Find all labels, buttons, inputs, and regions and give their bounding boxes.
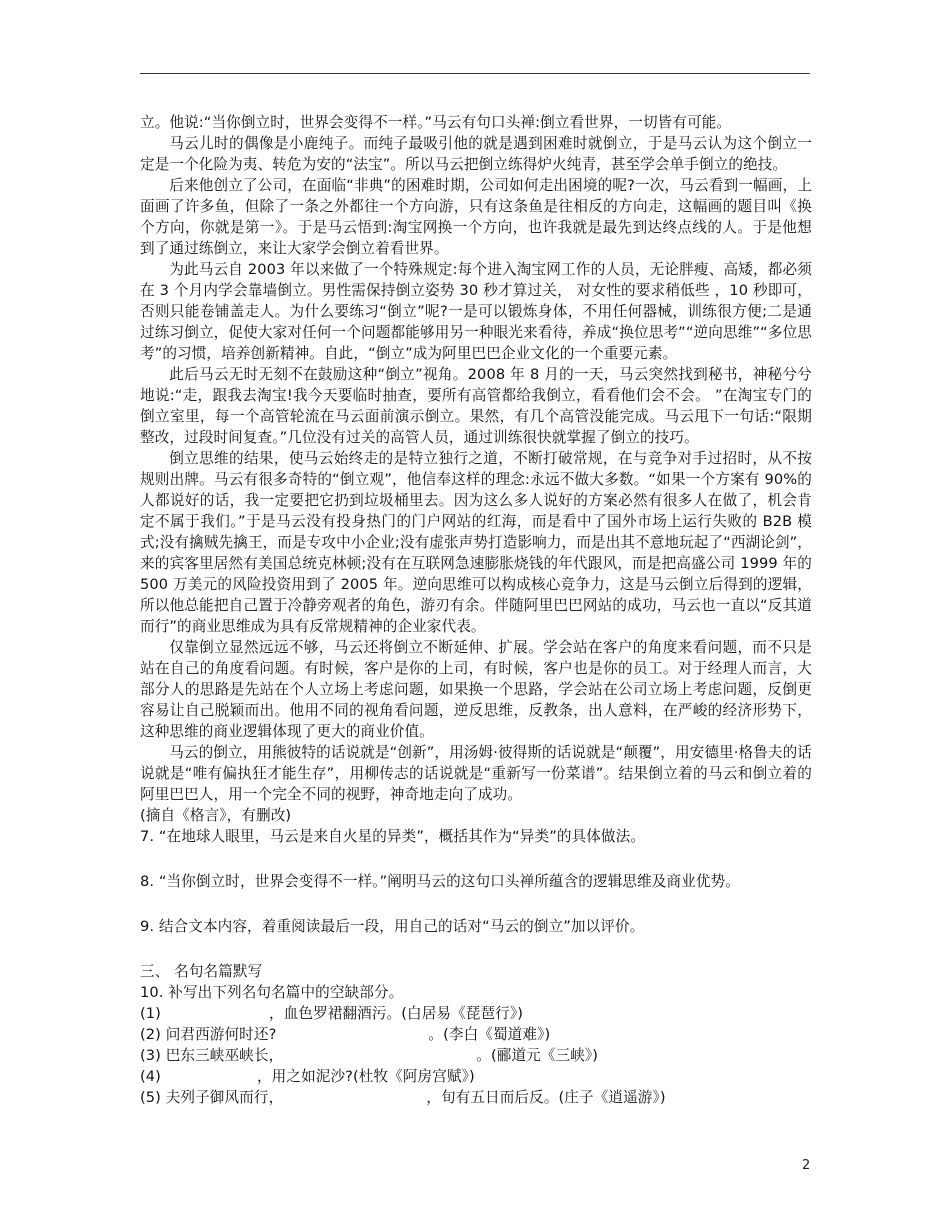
fill-item-1 <box>140 1003 812 1024</box>
fill-item-3 <box>140 1045 812 1066</box>
page-number: 2 <box>802 1158 811 1173</box>
fill-item-prefix: (1) <box>140 1005 161 1022</box>
paragraph: 为此马云自 2003 年以来做了一个特殊规定:每个进入淘宝网工作的人员，无论胖瘦、高矮，都必须在 3 个月内学会靠墙倒立。男性需保持倒立姿势 30 秒才算过关， 对女性的要求稍低些 ，10 秒即可，否则只能卷铺盖走人。为什么要练习“倒立”呢?一是可以锻炼身体，不用任何器械，训练很方便;二是通过练习倒立，促使大家对任何一个问题都能够用另一种眼光来看待，养成“换位思考”“逆向思维”“多位思考”的习惯，培养创新精神。自此，“倒立”成为阿里巴巴企业文化的一个重要元素。 <box>140 261 812 362</box>
fill-item-prefix: (5) 夫列子御风而行， <box>140 1089 284 1106</box>
question-7: 7. “在地球人眼里，马云是来自火星的异类”，概括其作为“异类”的具体做法。 <box>140 828 646 845</box>
fill-item-prefix: (3) 巴东三峡巫峡长， <box>140 1047 284 1064</box>
fill-item-2 <box>140 1024 812 1045</box>
fill-item-4 <box>140 1066 812 1087</box>
paragraph: 倒立思维的结果，使马云始终走的是特立独行之道，不断打破常规，在与竞争对手过招时，从不按规则出牌。马云有很多奇特的“倒立观”，他信奉这样的理念:永远不做大多数。“如果一个方案有 90%的人都说好的话，我一定要把它扔到垃圾桶里去。因为这么多人说好的方案必然有很多人在做了，机会肯定不属于我们。”于是马云没有投身热门的门户网站的红海，而是看中了国外市场上运行失败的 B2B 模式;没有擒贼先擒王，而是专攻中小企业;没有虚张声势打造影响力，而是出其不意地玩起了“西湖论剑”，来的宾客里居然有美国总统克林顿;没有在互联网急速膨胀烧钱的年代跟风，而是把高盛公司 1999 年的 500 万美元的风险投资用到了 2005 年。逆向思维可以构成核心竞争力，这是马云倒立后得到的逻辑，所以他总能把自己置于冷静旁观者的角色，游刃有余。伴随阿里巴巴网站的成功，马云也一直以“反其道而行”的商业思维成为具有反常规精神的企业家代表。 <box>140 450 812 635</box>
paragraph: 后来他创立了公司，在面临“非典”的困难时期，公司如何走出困境的呢?一次，马云看到一幅画，上面画了许多鱼，但除了一条之外都往一个方向游，只有这条鱼是往相反的方向走，这幅画的题目叫《换个方向，你就是第一》。于是马云悟到:淘宝网换一个方向，也许我就是最先到达终点线的人。于是他想到了通过练倒立，来让大家学会倒立着看世界。 <box>140 177 812 257</box>
paragraph: 此后马云无时无刻不在鼓励这种“倒立”视角。2008 年 8 月的一天，马云突然找到秘书，神秘兮兮地说:“走，跟我去淘宝!我今天要临时抽查，要所有高管都给我倒立，看看他们会不会。 ”在淘宝专门的倒立室里，每一个高管轮流在马云面前演示倒立。果然，有几个高管没能完成。马云甩下一句话:“限期整改，过段时间复查。”几位没有过关的高管人员，通过训练很快就掌握了倒立的技巧。 <box>140 366 812 446</box>
paragraph: 马云的倒立，用熊彼特的话说就是“创新”，用汤姆·彼得斯的话说就是“颠覆”，用安德里·格鲁夫的话说就是“唯有偏执狂才能生存”，用柳传志的话说就是“重新写一份菜谱”。结果倒立着的马云和倒立着的阿里巴巴人，用一个完全不同的视野，神奇地走向了成功。 <box>140 744 812 803</box>
fill-item-suffix: 。(郦道元《三峡》) <box>476 1047 599 1064</box>
fill-item-suffix: 。(李白《蜀道难》) <box>428 1026 551 1043</box>
section-heading: 三、 名句名篇默写 <box>140 963 263 980</box>
fill-item-prefix: (2) 问君西游何时还? <box>140 1026 277 1043</box>
question-10: 10. 补写出下列名句名篇中的空缺部分。 <box>140 984 404 1001</box>
fill-item-suffix: ，用之如泥沙?(杜牧《阿房宫赋》) <box>256 1068 475 1085</box>
fill-item-5 <box>140 1087 812 1108</box>
fill-item-suffix: ，血色罗裙翻酒污。(白居易《琵琶行》) <box>268 1005 524 1022</box>
source-note: (摘自《格言》，有删改) <box>140 807 292 824</box>
paragraph: 马云儿时的偶像是小鹿纯子。而纯子最吸引他的就是遇到困难时就倒立，于是马云认为这个倒立一定是一个化险为夷、转危为安的“法宝”。所以马云把倒立练得炉火纯青，甚至学会单手倒立的绝技。 <box>140 135 812 173</box>
question-8: 8. “当你倒立时，世界会变得不一样。”阐明马云的这句口头禅所蕴含的逻辑思维及商业优势。 <box>140 873 740 890</box>
article-body <box>140 112 812 1108</box>
fill-item-suffix: ，旬有五日而后反。(庄子《逍遥游》) <box>426 1089 666 1106</box>
header-rule <box>140 73 810 74</box>
paragraph: 仅靠倒立显然远远不够，马云还将倒立不断延伸、扩展。学会站在客户的角度来看问题，而不只是站在自己的角度看问题。有时候，客户是你的上司，有时候，客户也是你的员工。对于经理人而言，大部分人的思路是先站在个人立场上考虑问题，如果换一个思路，学会站在公司立场上考虑问题，反倒更容易让自己脱颖而出。他用不同的视角看问题，逆反思维，反教条，出人意料，在严峻的经济形势下，这种思维的商业逻辑体现了更大的商业价值。 <box>140 639 812 740</box>
question-9: 9. 结合文本内容，着重阅读最后一段，用自己的话对“马云的倒立”加以评价。 <box>140 918 645 935</box>
fill-item-prefix: (4) <box>140 1068 161 1085</box>
paragraph: 立。他说:“当你倒立时，世界会变得不一样。”马云有句口头禅:倒立看世界，一切皆有可能。 <box>140 114 732 131</box>
